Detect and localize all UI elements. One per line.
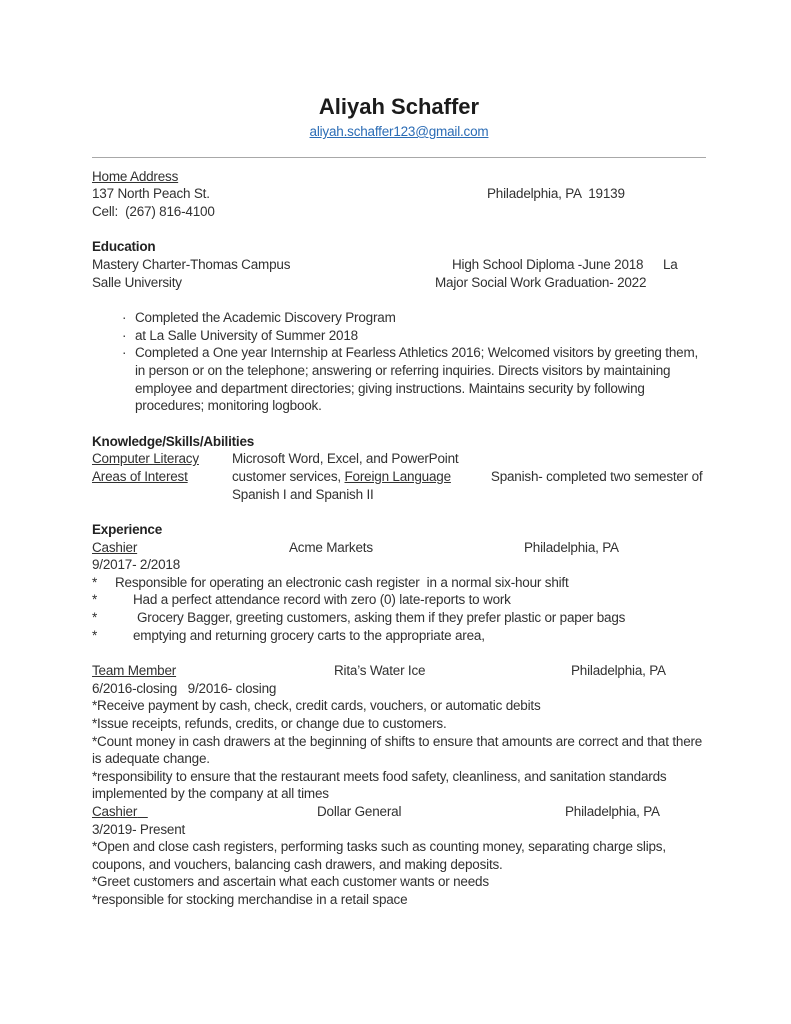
list-item: *Greet customers and ascertain what each customer wants or needs <box>92 874 489 890</box>
job-company: Dollar General <box>317 804 402 819</box>
areas-of-interest-value: customer services, <box>232 468 341 484</box>
list-item: *responsible for stocking merchandise in a retail space <box>92 891 408 907</box>
list-item: *Receive payment by cash, check, credit cards, vouchers, or automatic debits <box>92 698 541 714</box>
skills-section <box>92 433 706 503</box>
computer-literacy-row <box>92 450 706 468</box>
bullet-marker: * <box>92 610 98 626</box>
contact-section <box>92 168 706 221</box>
foreign-language-label: Foreign Language <box>344 468 451 484</box>
bullet-marker: * <box>92 574 98 590</box>
bullet-text: Completed the Academic Discovery Program <box>135 310 396 326</box>
page-title: Aliyah Schaffer <box>318 94 480 119</box>
job-dates: 6/2016-closing 9/2016- closing <box>92 680 277 696</box>
school-name: Mastery Charter-Thomas Campus <box>92 256 291 272</box>
email-link[interactable]: aliyah.schaffer123@gmail.com <box>309 124 489 139</box>
bullet-text: Had a perfect attendance record with zero (0) late-reports to work <box>133 592 511 608</box>
bullet-text: Responsible for operating an electronic cash register in a normal six-hour shift <box>115 574 569 590</box>
header-divider <box>92 157 706 158</box>
bullet-marker: * <box>92 627 98 643</box>
areas-of-interest-row <box>92 468 706 503</box>
foreign-language-value: Spanish- completed two semester of Spanish I and Spanish II <box>232 468 703 502</box>
job-company: Acme Markets <box>289 539 373 555</box>
bullet-marker: · <box>122 345 127 361</box>
home-address-heading: Home Address <box>92 168 179 184</box>
bullet-marker: * <box>92 592 98 608</box>
education-heading: Education <box>92 239 156 255</box>
job-location: Philadelphia, PA <box>565 804 660 819</box>
bullet-marker: · <box>122 310 127 326</box>
list-item <box>92 344 706 414</box>
job-dates: 3/2019- Present <box>92 821 186 837</box>
list-item <box>92 591 706 609</box>
list-item: *Issue receipts, refunds, credits, or change due to customers. <box>92 716 447 732</box>
list-item <box>92 327 706 345</box>
education-row-1 <box>92 256 706 274</box>
experience-section <box>92 521 706 908</box>
computer-literacy-value: Microsoft Word, Excel, and PowerPoint <box>232 451 459 467</box>
areas-of-interest-label: Areas of Interest <box>92 468 188 484</box>
job-location: Philadelphia, PA <box>571 663 666 679</box>
list-item: *Count money in cash drawers at the beginning of shifts to ensure that amounts are correct and that there is adequate change. <box>92 733 703 767</box>
street-address: 137 North Peach St. <box>92 186 210 202</box>
bullet-text: emptying and returning grocery carts to the appropriate area, <box>133 627 485 643</box>
cell-phone: Cell: (267) 816-4100 <box>92 203 215 219</box>
skills-heading: Knowledge/Skills/Abilities <box>92 433 255 449</box>
computer-literacy-label: Computer Literacy <box>92 451 199 467</box>
job-location: Philadelphia, PA <box>524 539 619 555</box>
email-row <box>92 123 706 141</box>
degree-overflow: La <box>663 256 678 272</box>
job-title: Cashier <box>92 804 138 819</box>
city-state-zip: Philadelphia, PA 19139 <box>487 186 625 202</box>
resume-content <box>92 0 706 909</box>
job-company: Rita’s Water Ice <box>334 663 426 679</box>
list-item: *Open and close cash registers, performing tasks such as counting money, separating charge slips, coupons, and vouchers, balancing cash drawers, and making deposits. <box>92 839 666 872</box>
bullet-text: Grocery Bagger, greeting customers, asking them if they prefer plastic or paper bags <box>137 610 626 626</box>
job-dates: 9/2017- 2/2018 <box>92 557 181 573</box>
school-name-continued: Salle University <box>92 274 182 290</box>
list-item: *responsibility to ensure that the restaurant meets food safety, cleanliness, and sanitation standards implemented by the company at all times <box>92 768 667 802</box>
bullet-text: at La Salle University of Summer 2018 <box>135 327 358 343</box>
list-item <box>92 574 706 592</box>
degree-info: High School Diploma -June 2018 <box>452 256 644 272</box>
job-header-dollar-general <box>92 803 706 821</box>
list-item <box>92 309 706 327</box>
education-row-2 <box>92 274 706 292</box>
job-title: Team Member <box>92 663 177 679</box>
job-title: Cashier <box>92 539 138 555</box>
address-row <box>92 185 706 203</box>
education-section <box>92 238 706 414</box>
job-header-acme <box>92 539 706 557</box>
bullet-marker: · <box>122 327 127 343</box>
education-bullet-list <box>92 309 706 415</box>
bullet-text: Completed a One year Internship at Fearless Athletics 2016; Welcomed visitors by greeting them, in person or on the telephone; answering or referring inquiries. Directs visitors by maintaining employee and department directories; giving instructions. Maintains security by following procedures; monitoring logbook. <box>135 345 699 414</box>
experience-heading: Experience <box>92 522 163 538</box>
job-header-ritas <box>92 662 706 680</box>
list-item <box>92 609 706 627</box>
major-info: Major Social Work Graduation- 2022 <box>435 274 647 290</box>
list-item <box>92 627 706 645</box>
